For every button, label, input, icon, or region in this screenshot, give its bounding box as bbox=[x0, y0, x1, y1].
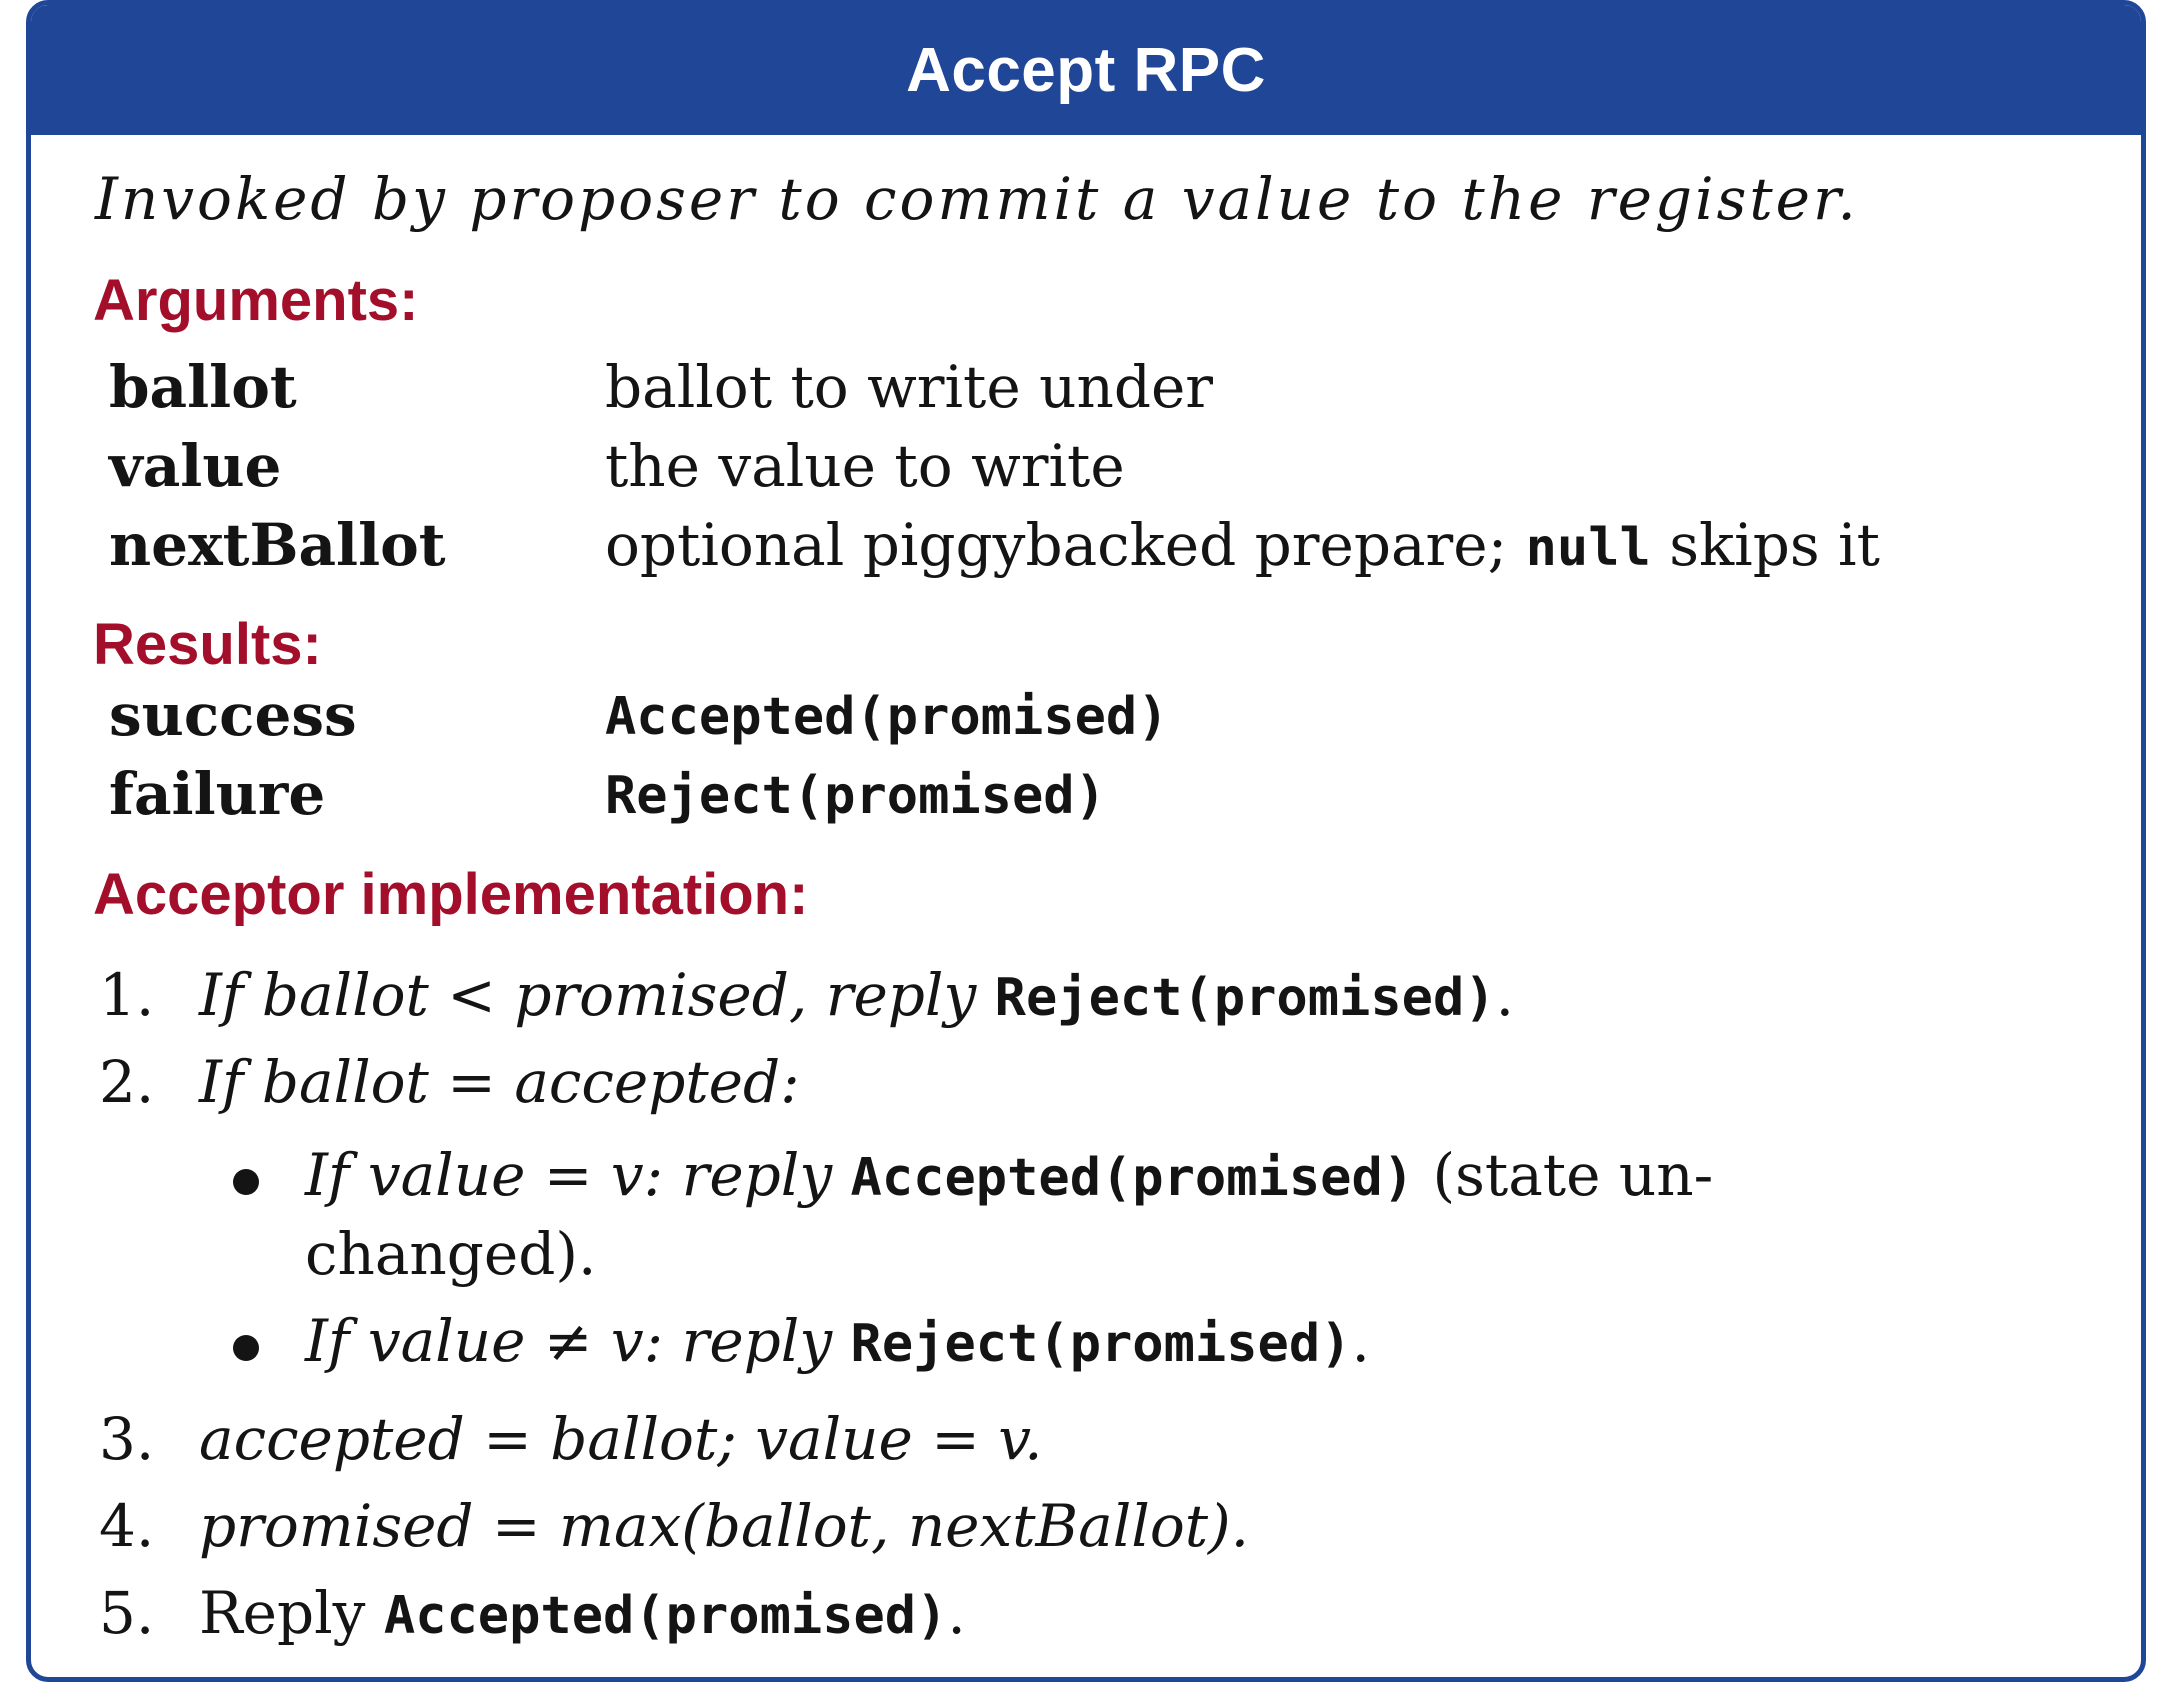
step-tail: . bbox=[1495, 961, 1515, 1029]
step-number: 4. bbox=[99, 1492, 155, 1560]
step-text: accepted = ballot; value = v. bbox=[199, 1405, 1043, 1473]
arg-desc-nextballot bbox=[605, 511, 1880, 579]
step-code: Accepted(promised) bbox=[383, 1586, 948, 1646]
sub-bullet-tail: (state un- bbox=[1432, 1141, 1714, 1209]
step-number: 5. bbox=[99, 1579, 155, 1647]
arg-name-value: value bbox=[109, 432, 282, 500]
implementation-heading: Acceptor implementation: bbox=[93, 862, 809, 927]
sub-bullet-1-continuation: changed). bbox=[305, 1220, 597, 1288]
step-5 bbox=[99, 1579, 966, 1647]
step-code: Reject(promised) bbox=[994, 968, 1496, 1028]
arg-desc-nextballot-tail: skips it bbox=[1669, 511, 1880, 579]
arg-name-ballot: ballot bbox=[109, 353, 297, 421]
result-code-failure: Reject(promised) bbox=[605, 766, 1106, 826]
arguments-heading: Arguments: bbox=[93, 268, 419, 333]
box-header bbox=[31, 5, 2141, 135]
sub-bullet-2 bbox=[305, 1307, 1370, 1375]
sub-bullet-text: If value = v: reply bbox=[305, 1141, 833, 1209]
step-1 bbox=[99, 961, 1514, 1029]
bullet-dot bbox=[233, 1169, 259, 1195]
step-4 bbox=[99, 1492, 1249, 1560]
sub-bullet-code: Accepted(promised) bbox=[850, 1148, 1415, 1208]
sub-bullet-text: If value ≠ v: reply bbox=[305, 1307, 833, 1375]
result-name-success: success bbox=[109, 681, 357, 749]
bullet-dot bbox=[233, 1335, 259, 1361]
step-text: promised = max(ballot, nextBallot). bbox=[199, 1492, 1250, 1560]
arg-name-nextballot: nextBallot bbox=[109, 511, 446, 579]
result-name-failure: failure bbox=[109, 760, 326, 828]
step-text: Reply bbox=[199, 1579, 366, 1647]
null-code: null bbox=[1525, 518, 1651, 578]
accept-rpc-box bbox=[26, 0, 2146, 1682]
step-2 bbox=[99, 1048, 800, 1116]
sub-bullet-1 bbox=[305, 1141, 1713, 1209]
step-3 bbox=[99, 1405, 1043, 1473]
step-text: If ballot < promised, reply bbox=[199, 961, 977, 1029]
sub-bullet-code: Reject(promised) bbox=[850, 1314, 1352, 1374]
intro-text: Invoked by proposer to commit a value to the register. bbox=[95, 165, 1859, 233]
step-number: 3. bbox=[99, 1405, 155, 1473]
step-text: If ballot = accepted: bbox=[199, 1048, 800, 1116]
step-number: 1. bbox=[99, 961, 155, 1029]
arg-desc-ballot: ballot to write under bbox=[605, 353, 1214, 421]
result-code-success: Accepted(promised) bbox=[605, 687, 1169, 747]
step-number: 2. bbox=[99, 1048, 155, 1116]
sub-bullet-tail: . bbox=[1351, 1307, 1370, 1375]
step-tail: . bbox=[947, 1579, 966, 1647]
box-title: Accept RPC bbox=[906, 35, 1266, 105]
results-heading: Results: bbox=[93, 612, 322, 677]
arg-desc-value: the value to write bbox=[605, 432, 1125, 500]
arg-desc-nextballot-text: optional piggybacked prepare; bbox=[605, 511, 1508, 579]
